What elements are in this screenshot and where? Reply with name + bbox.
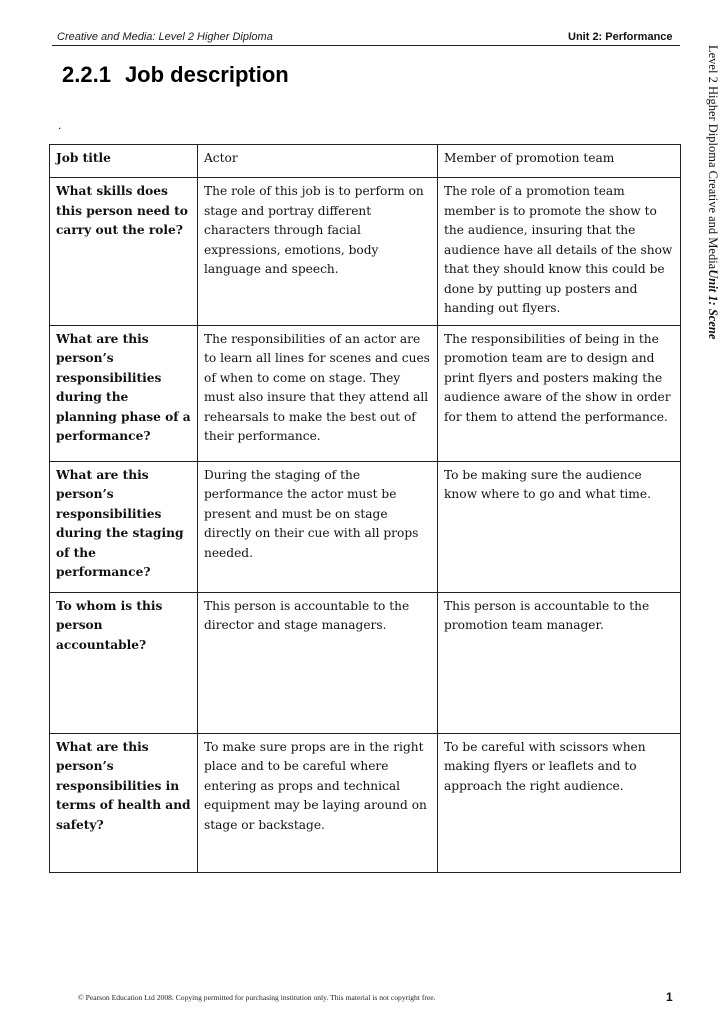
page-number: 1	[666, 990, 673, 1004]
row-promo-answer: The responsibilities of being in the promotion team are to design and print flyers and posters making the audience aware of the show in order for them to attend the performance.	[438, 325, 681, 461]
row-promo-answer: The role of a promotion team member is to promote the show to the audience, insuring that the audience have all details of the show that they should know this could be done by putting up posters and handing out flyers.	[438, 178, 681, 326]
job-title-actor: Actor	[198, 145, 438, 178]
row-actor-answer: To make sure props are in the right place and to be careful where entering as props and technical equipment may be laying around on stage or backstage.	[198, 733, 438, 872]
side-label-text: Level 2 Higher Diploma Creative and Media	[706, 45, 720, 270]
table-row	[50, 461, 681, 592]
row-promo-answer: To be making sure the audience know where to go and what time.	[438, 461, 681, 592]
row-promo-answer: To be careful with scissors when making flyers or leaflets and to approach the right audience.	[438, 733, 681, 872]
running-header-right: Unit 2: Performance	[568, 31, 673, 43]
row-question: What are this person’s responsibilities during the staging of the performance?	[50, 461, 198, 592]
table-row	[50, 178, 681, 326]
stray-dot: .	[58, 118, 62, 132]
row-promo-answer: This person is accountable to the promotion team manager.	[438, 592, 681, 733]
row-actor-answer: During the staging of the performance the actor must be present and must be on stage directly on their cue with all props needed.	[198, 461, 438, 592]
job-description-table	[49, 144, 681, 873]
section-number: 2.2.1	[62, 62, 111, 87]
table-row	[50, 733, 681, 872]
row-question: To whom is this person accountable?	[50, 592, 198, 733]
job-title-promo: Member of promotion team	[438, 145, 681, 178]
side-vertical-label	[700, 45, 724, 405]
table-header-row	[50, 145, 681, 178]
row-question: What skills does this person need to carry out the role?	[50, 178, 198, 326]
title-text: Job description	[124, 62, 289, 87]
row-actor-answer: This person is accountable to the director and stage managers.	[198, 592, 438, 733]
page-title	[62, 62, 289, 88]
row-actor-answer: The responsibilities of an actor are to learn all lines for scenes and cues of when to come on stage. They must also insure that they attend all rehearsals to make the best out of their performance.	[198, 325, 438, 461]
running-header-left: Creative and Media: Level 2 Higher Diploma	[57, 31, 273, 43]
table-row	[50, 325, 681, 461]
row-question: What are this person’s responsibilities in terms of health and safety?	[50, 733, 198, 872]
header-rule	[52, 45, 680, 46]
row-actor-answer: The role of this job is to perform on stage and portray different characters through facial expressions, emotions, body language and speech.	[198, 178, 438, 326]
job-title-label: Job title	[50, 145, 198, 178]
row-question: What are this person’s responsibilities during the planning phase of a performance?	[50, 325, 198, 461]
table-row	[50, 592, 681, 733]
side-label-italic: Unit 1: Scene	[706, 269, 720, 340]
copyright-footer: © Pearson Education Ltd 2008. Copying permitted for purchasing institution only. This material is not copyright free.	[78, 993, 436, 1002]
